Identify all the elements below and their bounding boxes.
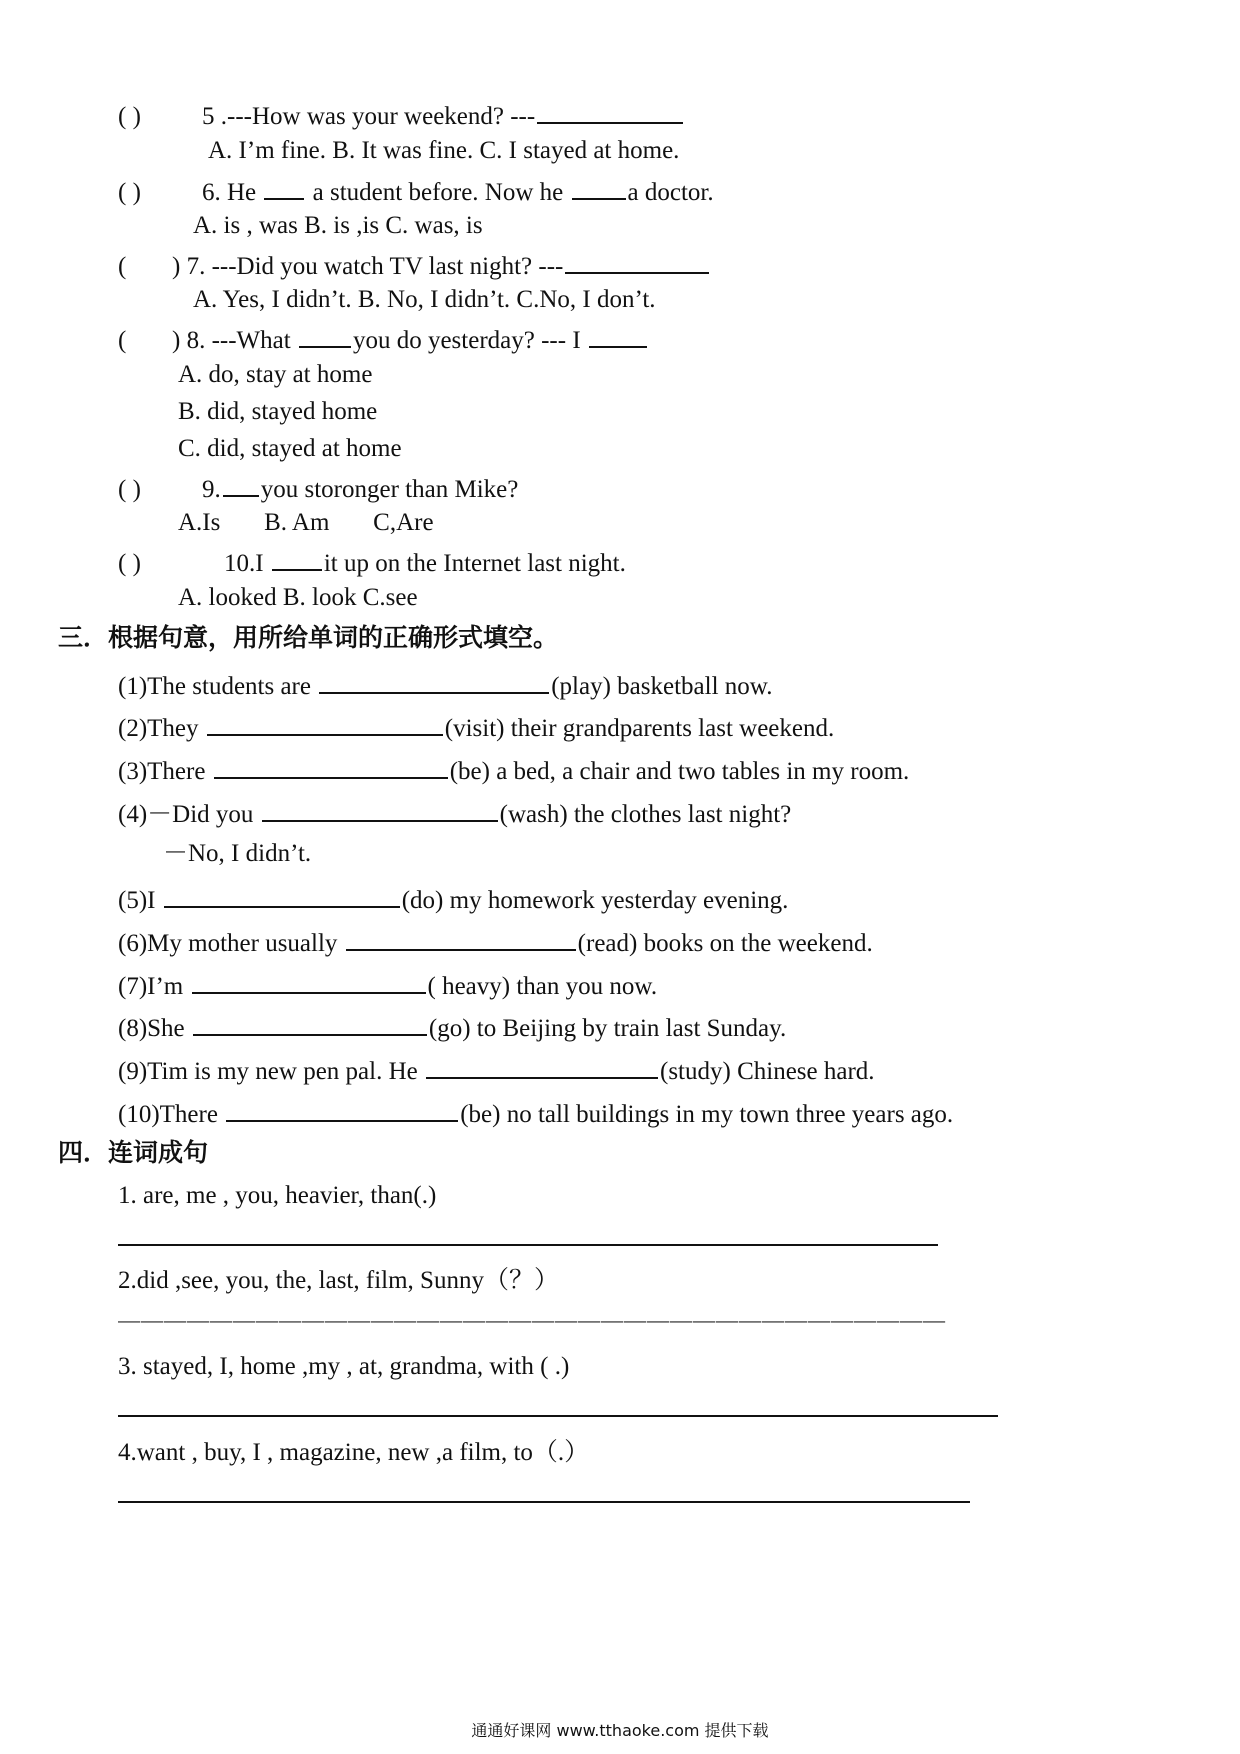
question-8-option-a: A. do, stay at home bbox=[178, 361, 373, 388]
fill-suffix: (read) books on the weekend. bbox=[577, 930, 873, 957]
fill-blank[interactable] bbox=[226, 1094, 458, 1122]
fill-blank[interactable] bbox=[192, 966, 426, 994]
fill-item-1 bbox=[118, 666, 772, 704]
fill-item-10 bbox=[118, 1094, 953, 1132]
fill-blank[interactable] bbox=[262, 794, 498, 822]
fill-item-6 bbox=[118, 923, 873, 961]
reorder-item-2: 2.did ,see, you, the, last, film, Sunny（？） bbox=[118, 1267, 559, 1294]
answer-blank[interactable] bbox=[537, 96, 683, 124]
fill-item-5 bbox=[118, 880, 788, 918]
fill-prefix: (5)I bbox=[118, 887, 162, 914]
question-stem: a doctor. bbox=[627, 179, 714, 206]
question-6 bbox=[118, 172, 714, 210]
page-footer: 通通好课网 www.tthaoke.com 提供下载 bbox=[471, 1721, 769, 1740]
fill-suffix: (play) basketball now. bbox=[551, 673, 773, 700]
blank bbox=[589, 320, 647, 348]
question-stem: 10.I bbox=[224, 550, 270, 577]
answer-paren[interactable]: ( ) bbox=[118, 476, 141, 503]
fill-prefix: (10)There bbox=[118, 1101, 225, 1128]
fill-item-8 bbox=[118, 1008, 786, 1046]
fill-blank[interactable] bbox=[426, 1051, 658, 1079]
fill-suffix: (go) to Beijing by train last Sunday. bbox=[428, 1015, 787, 1042]
answer-line-2[interactable]: ———————————————————————————————————— bbox=[118, 1308, 946, 1332]
question-8-option-b: B. did, stayed home bbox=[178, 398, 378, 425]
question-stem: it up on the Internet last night. bbox=[323, 550, 626, 577]
fill-item-4-answer: －No, I didn’t. bbox=[163, 840, 312, 867]
question-stem: 6. He bbox=[202, 179, 263, 206]
fill-blank[interactable] bbox=[319, 666, 549, 694]
answer-line-3[interactable] bbox=[118, 1415, 998, 1417]
question-6-options: A. is , was B. is ,is C. was, is bbox=[193, 212, 483, 239]
answer-paren[interactable]: ( bbox=[118, 327, 127, 354]
section-3-heading: 三．根据句意，用所给单词的正确形式填空。 bbox=[58, 623, 559, 652]
fill-suffix: (be) no tall buildings in my town three years ago. bbox=[460, 1101, 954, 1128]
fill-prefix: (8)She bbox=[118, 1015, 191, 1042]
fill-item-3 bbox=[118, 751, 909, 789]
fill-blank[interactable] bbox=[207, 708, 443, 736]
reorder-item-1: 1. are, me , you, heavier, than(.) bbox=[118, 1182, 437, 1209]
question-stem: ) 7. ---Did you watch TV last night? --- bbox=[172, 253, 564, 280]
fill-suffix: (be) a bed, a chair and two tables in my room. bbox=[449, 758, 910, 785]
blank bbox=[264, 172, 304, 200]
answer-paren[interactable]: ( ) bbox=[118, 550, 141, 577]
fill-blank[interactable] bbox=[214, 751, 448, 779]
blank bbox=[272, 543, 322, 571]
fill-prefix: (9)Tim is my new pen pal. He bbox=[118, 1058, 424, 1085]
question-5 bbox=[118, 96, 685, 134]
question-8-option-c: C. did, stayed at home bbox=[178, 435, 402, 462]
fill-suffix: (wash) the clothes last night? bbox=[499, 801, 792, 828]
question-10-options: A. looked B. look C.see bbox=[178, 584, 418, 611]
question-stem: 5 .---How was your weekend? --- bbox=[202, 103, 536, 130]
fill-prefix: (1)The students are bbox=[118, 673, 318, 700]
question-9 bbox=[118, 469, 518, 507]
answer-line-1[interactable] bbox=[118, 1244, 938, 1246]
question-9-options: A.Is B. Am C,Are bbox=[178, 509, 434, 536]
answer-paren[interactable]: ( ) bbox=[118, 103, 141, 130]
fill-blank[interactable] bbox=[164, 880, 400, 908]
question-stem: 9. bbox=[202, 476, 221, 503]
blank bbox=[223, 469, 259, 497]
question-stem: you storonger than Mike? bbox=[260, 476, 519, 503]
reorder-item-3: 3. stayed, I, home ,my , at, grandma, with ( .) bbox=[118, 1353, 570, 1380]
question-10 bbox=[118, 543, 626, 581]
question-stem: ) 8. ---What bbox=[172, 327, 297, 354]
fill-item-7 bbox=[118, 966, 657, 1004]
fill-prefix: (2)They bbox=[118, 715, 205, 742]
fill-prefix: (3)There bbox=[118, 758, 212, 785]
fill-item-2 bbox=[118, 708, 834, 746]
question-8 bbox=[118, 320, 649, 358]
question-stem: you do yesterday? --- I bbox=[352, 327, 587, 354]
question-7-options: A. Yes, I didn’t. B. No, I didn’t. C.No, I don’t. bbox=[193, 286, 656, 313]
fill-suffix: (visit) their grandparents last weekend. bbox=[444, 715, 835, 742]
fill-prefix: (6)My mother usually bbox=[118, 930, 344, 957]
answer-blank[interactable] bbox=[565, 246, 709, 274]
question-5-options: A. I’m fine. B. It was fine. C. I stayed at home. bbox=[208, 137, 680, 164]
fill-prefix: (7)I’m bbox=[118, 973, 190, 1000]
question-7 bbox=[118, 246, 711, 284]
fill-blank[interactable] bbox=[346, 923, 576, 951]
reorder-item-4: 4.want , buy, I , magazine, new ,a film, to（.） bbox=[118, 1439, 590, 1466]
fill-blank[interactable] bbox=[193, 1008, 427, 1036]
fill-suffix: ( heavy) than you now. bbox=[427, 973, 658, 1000]
fill-item-4 bbox=[118, 794, 791, 832]
answer-line-4[interactable] bbox=[118, 1501, 970, 1503]
blank bbox=[572, 172, 626, 200]
fill-suffix: (do) my homework yesterday evening. bbox=[401, 887, 789, 914]
question-stem: a student before. Now he bbox=[306, 179, 570, 206]
fill-prefix: (4)－Did you bbox=[118, 801, 260, 828]
fill-item-9 bbox=[118, 1051, 875, 1089]
blank bbox=[299, 320, 351, 348]
answer-paren[interactable]: ( bbox=[118, 253, 127, 280]
fill-suffix: (study) Chinese hard. bbox=[660, 1058, 875, 1085]
answer-paren[interactable]: ( ) bbox=[118, 179, 141, 206]
section-4-heading: 四．连词成句 bbox=[58, 1138, 209, 1167]
